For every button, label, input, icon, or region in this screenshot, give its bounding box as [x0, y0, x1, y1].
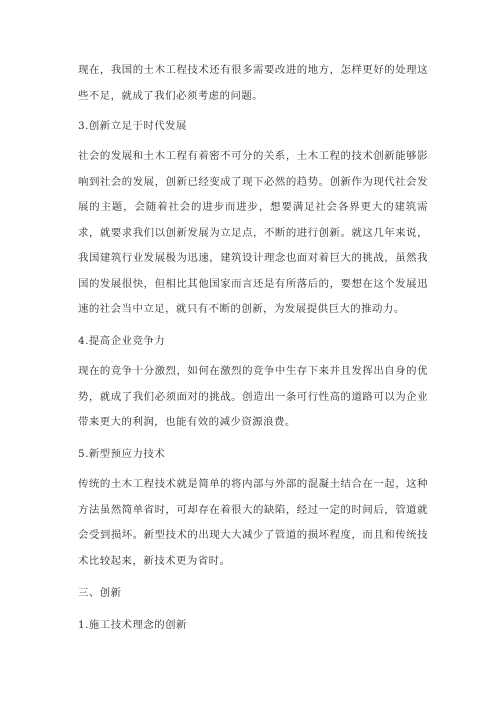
- section-5-paragraph: 传统的土木工程技术就是简单的将内部与外部的混凝土结合在一起，这种方法虽然简单省时，可却存在着很大的缺陷，经过一定的时间后，管道就会受到损坏。新型技术的出现大大减少了管道的损坏程度，而且和传统技术比较起来，新技术更为省时。: [78, 478, 428, 567]
- intro-paragraph: 现在，我国的土木工程技术还有很多需要改进的地方，怎样更好的处理这些不足，就成了我们必须考虑的问题。: [78, 64, 428, 102]
- section-5-heading: 5.新型预应力技术: [78, 448, 166, 460]
- section-4-heading: 4.提高企业竞争力: [78, 335, 166, 347]
- part-3-heading: 三、创新: [78, 587, 122, 599]
- section-3-paragraph: 社会的发展和土木工程有着密不可分的关系，土木工程的技术创新能够影响到社会的发展，创新已经变成了现下必然的趋势。创新作为现代社会发展的主题，会随着社会的进步而进步，想要满足社会各界更大的建筑需求，就要求我们以创新发展为立足点，不断的进行创新。就这几年来说，我国建筑行业发展极为迅速，建筑设计理念也面对着巨大的挑战，虽然我国的发展很快，但相比其他国家而言还是有所落后的，要想在这个发展迅速的社会当中立足，就只有不断的创新，为发展提供巨大的推动力。: [78, 150, 428, 315]
- subsection-1-heading: 1.施工技术理念的创新: [78, 619, 187, 631]
- section-3-heading: 3.创新立足于时代发展: [78, 120, 187, 132]
- section-4-paragraph: 现在的竞争十分激烈，如何在激烈的竞争中生存下来并且发挥出自身的优势，就成了我们必须面对的挑战。创造出一条可行性高的道路可以为企业带来更大的利润，也能有效的减少资源浪费。: [78, 365, 428, 428]
